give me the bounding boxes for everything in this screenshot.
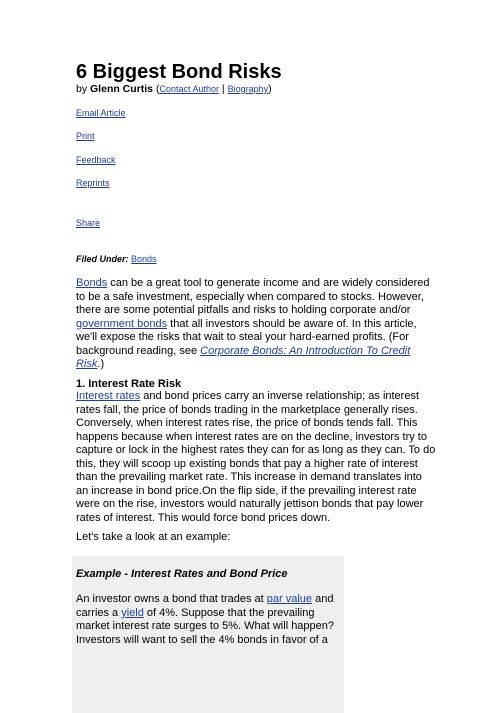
intro-text-1: can be a great tool to generate income and are widely considered to be a safe investment, especially when compared to stocks. However, there are some potential pitfalls and risks to holding corporate and/or: [76, 277, 430, 316]
example-title: Example - Interest Rates and Bond Price: [76, 568, 288, 580]
example-text-1: An investor owns a bond that trades at: [76, 593, 267, 605]
bonds-link[interactable]: Bonds: [76, 277, 108, 289]
feedback-link[interactable]: Feedback: [76, 155, 116, 165]
article-title: 6 Biggest Bond Risks: [76, 61, 282, 83]
author-name: Glenn Curtis: [90, 83, 154, 95]
par-value-link[interactable]: par value: [266, 593, 313, 605]
section-heading-interest-rate-risk: 1. Interest Rate Risk: [76, 378, 182, 390]
yield-link[interactable]: yield: [121, 606, 144, 619]
filed-under-label: Filed Under:: [76, 254, 132, 264]
example-intro: Let's take a look at an example:: [76, 531, 231, 543]
interest-rates-link[interactable]: Interest rates: [76, 390, 141, 402]
example-text-2: and carries a: [76, 593, 334, 619]
interest-rate-text: and bond prices carry an inverse relationship; as interest rates fall, the price of bonds trading in the marketplace generally rises. Conversely, when interest rates rise, the price of bonds tends fall. This happens because when interest rates are on the decline, investors try to capture or lock in the highest rates they can for as long as they can. To do this, they will scoop up existing bonds that pay a higher rate of interest than the prevailing market rate. This increase in demand translates into an increase in bond price.On the flip side, if the prevailing interest rate were on the rise, investors would naturally jettison bonds that pay lower rates of interest. This would force bond prices down.: [76, 390, 436, 524]
reprints-link[interactable]: Reprints: [76, 178, 110, 188]
contact-author-link[interactable]: Contact Author: [159, 84, 219, 94]
intro-paragraph: [76, 277, 436, 372]
intro-text-3: .): [97, 358, 105, 370]
print-link[interactable]: Print: [76, 131, 95, 141]
byline-separator: |: [219, 83, 228, 95]
example-text-3: of 4%. Suppose that the prevailing market interest rate surges to 5%. What will happen? Investors will want to sell the 4% bonds in favor of a: [76, 606, 335, 646]
biography-link[interactable]: Biography: [227, 84, 269, 94]
filed-under: [76, 254, 157, 265]
government-bonds-link[interactable]: government bonds: [76, 317, 168, 330]
byline: by Glenn Curtis (Contact Author | Biography): [76, 83, 272, 95]
filed-under-bonds-link[interactable]: Bonds: [131, 254, 157, 264]
share-link[interactable]: Share: [76, 218, 101, 228]
example-box: [72, 556, 344, 713]
credit-risk-article-link[interactable]: Corporate Bonds: An Introduction To Credit Risk: [76, 344, 411, 370]
byline-prefix: by: [76, 83, 91, 95]
intro-text-2: that all investors should be aware of. In this article, we'll expose the risks that wait to steal your hard-earned profits. (For background reading, see: [76, 317, 417, 357]
email-article-link[interactable]: Email Article: [76, 108, 126, 118]
interest-rate-paragraph: [76, 390, 436, 525]
example-text: [76, 593, 342, 647]
